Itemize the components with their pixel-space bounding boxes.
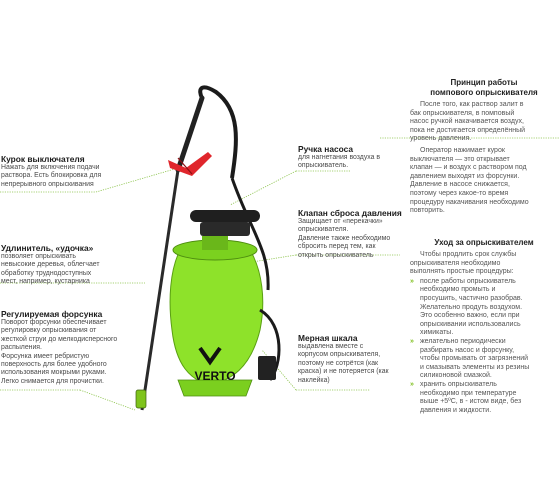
care-intro: Чтобы продлить срок службы опрыскивателя необходимо выполнять простые процедуры: bbox=[410, 251, 517, 276]
sprayer-illustration bbox=[120, 80, 300, 420]
callout-wand bbox=[1, 243, 121, 287]
hose bbox=[200, 87, 236, 178]
care-list bbox=[410, 278, 558, 416]
callout-valve-text: Защищает от «перекачки» опрыскивателя. Давление также необходимо сбросить перед тем, как открыть опрыскиватель bbox=[298, 218, 391, 259]
callout-trigger-text: Нажать для включения подачи раствора. Есть блокировка для непрерывного опрыскивания bbox=[1, 164, 102, 188]
pump-head bbox=[200, 222, 250, 236]
callout-wand-title: Удлинитель, «удочка» bbox=[1, 243, 94, 253]
care-item: » хранить опрыскиватель необходимо при температуре выше +5ºС, в - истом виде, без давления и жидкости. bbox=[410, 381, 558, 415]
callout-pump-handle bbox=[298, 144, 408, 171]
brand-label: VERTO bbox=[194, 369, 236, 383]
pump-handle-icon bbox=[190, 210, 260, 222]
callout-trigger bbox=[1, 154, 121, 189]
callout-scale bbox=[298, 333, 408, 385]
care-section bbox=[410, 238, 558, 415]
callout-scale-title: Мерная шкала bbox=[298, 333, 358, 343]
principle-section bbox=[410, 78, 558, 216]
callout-scale-text: выдавлена вместе с корпусом опрыскивателя, поэтому не сотрётся (как краска) и не потеряется (как наклейка) bbox=[298, 343, 389, 384]
care-item: » желательно периодически разбирать насос и форсунку, чтобы промывать от загрязнений и смазывать элементы из резины силиконовой смазкой. bbox=[410, 338, 558, 381]
callout-trigger-title: Курок выключателя bbox=[1, 154, 85, 164]
care-title: Уход за опрыскивателем bbox=[434, 238, 534, 247]
nozzle-icon bbox=[136, 390, 146, 408]
principle-paragraph-2: Оператор нажимает курок выключателя — это открывает клапан — и воздух с раствором под давлением выходят из форсунки. Давление в насосе снижается, поэтому через какое-то время процедуру накачивания необходимо повторить. bbox=[410, 146, 529, 215]
callout-valve-title: Клапан сброса давления bbox=[298, 208, 402, 218]
callout-nozzle-title: Регулируемая форсунка bbox=[1, 309, 103, 319]
callout-nozzle-text: Поворот форсунки обеспечивает регулировку опрыскивания от жесткой струи до мелкодисперсного распыления. Форсунка имеет ребристую поверхность для более удобного использования мокрыми руками. Легко снимается для прочистки. bbox=[1, 319, 118, 385]
principle-title: Принцип работы помпового опрыскивателя bbox=[430, 78, 538, 97]
callout-valve bbox=[298, 208, 408, 260]
tank-body bbox=[170, 250, 263, 385]
callout-nozzle bbox=[1, 309, 131, 386]
callout-pump-handle-title: Ручка насоса bbox=[298, 144, 354, 154]
callout-wand-text: позволяет опрыскивать невысокие деревья, облегчает обработку труднодоступных мест, например, кустарника bbox=[1, 253, 100, 286]
principle-paragraph-1: После того, как раствор залит в бак опрыскивателя, в помповый насос ручкой накачивается воздух, пока не достигается определённый уровень давления. bbox=[410, 101, 526, 143]
care-item: » после работы опрыскиватель необходимо промыть и просушить, частично разобрав. Желательно продуть воздухом. Это особенно важно, если при опрыскивании использовались химикаты. bbox=[410, 278, 558, 338]
tank-cap bbox=[202, 236, 228, 250]
strap-buckle bbox=[258, 356, 276, 380]
callout-pump-handle-text: для нагнетания воздуха в опрыскиватель. bbox=[298, 154, 381, 170]
